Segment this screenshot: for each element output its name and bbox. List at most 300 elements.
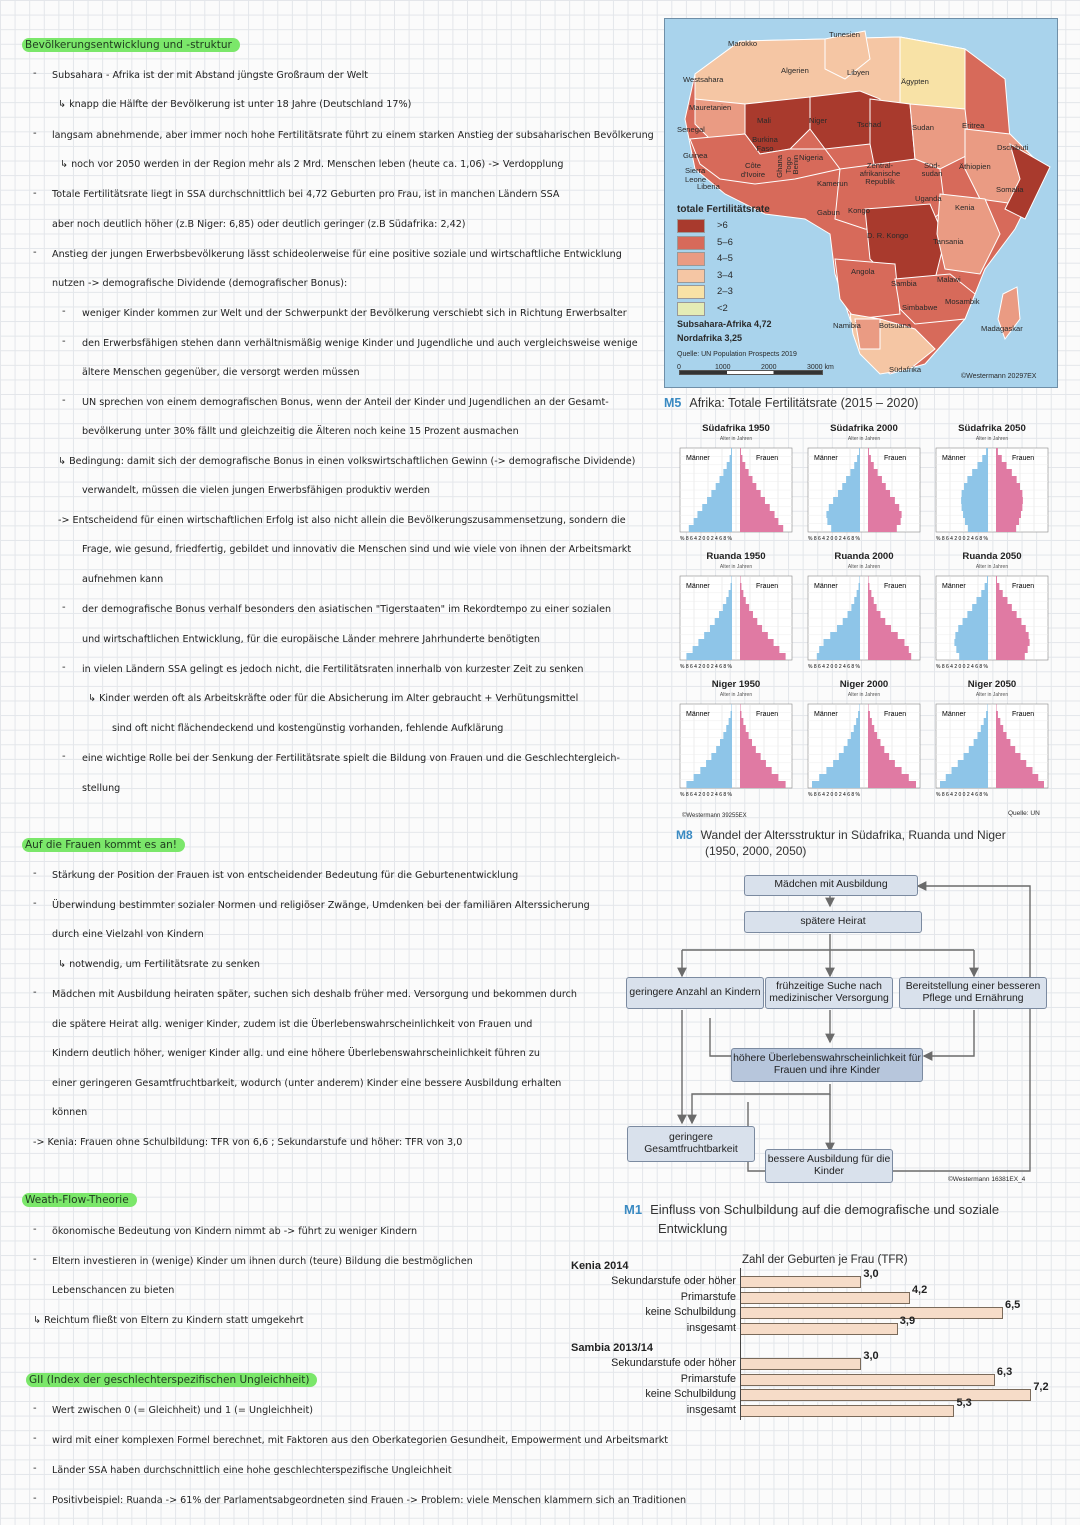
pyramid-bar-male (954, 639, 988, 646)
note-line: ältere Menschen gegenüber, die versorgt werden müssen (82, 367, 360, 378)
map-country-label: Zentral-afrikanische Republik (859, 161, 901, 186)
bar-chart-value-label: 4,2 (911, 1283, 928, 1296)
pyramid-bar-male (830, 632, 860, 639)
pyramid-bar-male (719, 611, 732, 618)
pyramid-bar-male (859, 448, 860, 455)
pyramid-bar-female (740, 774, 778, 781)
pyramid-bar-male (720, 739, 732, 746)
pyramid-bar-female (740, 490, 761, 497)
pyramid-bar-female (996, 455, 1002, 462)
pyramid-bar-female (996, 725, 1003, 732)
pyramid-bar-male (967, 476, 988, 483)
map-country-label: Äthiopien (959, 162, 991, 171)
pyramid-bar-female (740, 753, 761, 760)
pyramid-male-label: Männer (686, 583, 710, 590)
pyramid-male-label: Männer (814, 455, 838, 462)
flow-box-maedchen: Mädchen mit Ausbildung (744, 875, 918, 896)
map-country-label: Liberia (697, 182, 720, 191)
pyramid-bar-female (996, 760, 1026, 767)
pyramid-bar-female (740, 632, 768, 639)
map-country-label: Mosambik (945, 297, 980, 306)
pyramid-bar-male (694, 774, 732, 781)
map-country-label: Tansania (933, 237, 964, 246)
pyramid-age-label: Alter in Jahren (975, 692, 1009, 698)
pyramid-bar-female (996, 781, 1044, 788)
bar-chart-axis (740, 1268, 741, 1420)
note-line: aufnehmen kann (82, 574, 164, 585)
pyramid-title: Ruanda 2000 (834, 551, 894, 562)
pyramid-bar-male (963, 511, 988, 518)
pyramid-bar-female (868, 753, 889, 760)
pyramid-bar-male (962, 504, 988, 511)
pyramid-male-label: Männer (814, 583, 838, 590)
pyramid-bar-female (740, 476, 752, 483)
pyramid-bar-male (964, 483, 988, 490)
pyramid-male-label: Männer (942, 455, 966, 462)
pyramid-female-label: Frauen (884, 711, 907, 718)
map-country-label: Westsahara (683, 75, 724, 84)
pyramid-bar-male (977, 462, 988, 469)
pyramid-copyright: ©Westermann 39255EX (682, 813, 747, 819)
pyramid-axis-label: % 8 6 4 2 0 0 2 4 6 8 % (936, 792, 988, 798)
pyramid-bar-male (819, 774, 860, 781)
pyramid-bar-male (843, 618, 860, 625)
pyramid-caption: M8 Wandel der Altersstruktur in Südafrika, Ruanda und Niger (1950, 2000, 2050) (676, 828, 1006, 858)
pyramid-bar-male (952, 767, 988, 774)
note-line: Totale Fertilitätsrate liegt in SSA durchschnittlich bei 4,72 Geburten pro Frau, ist in manchen Ländern SSA (52, 189, 560, 200)
pyramid-bar-male (833, 497, 860, 504)
pyramid-bar-female (868, 462, 874, 469)
pyramid-bar-female (740, 604, 749, 611)
pyramid-chart (804, 444, 924, 542)
bar-chart-value-label: 3,9 (899, 1314, 916, 1327)
pyramid-bar-female (868, 632, 898, 639)
pyramid-bar-female (996, 711, 998, 718)
pyramid-bar-female (868, 711, 870, 718)
pyramid-bar-female (996, 718, 1000, 725)
bar-chart-title: Zahl der Geburten je Frau (TFR) (742, 1254, 908, 1266)
note-line: bevölkerung unter 30% fällt und gleichzeitig die Älteren noch keine 15 Prozent ausmachen (82, 426, 519, 437)
note-line: aber noch deutlich höher (z.B Niger: 6,85) oder deutlich geringer (z.B Südafrika: 2,42) (52, 219, 466, 230)
legend-label: 3–4 (717, 269, 733, 281)
pyramid-bar-male (689, 525, 732, 532)
note-line: Eltern investieren in (wenige) Kinder um ihnen durch (teure) Bildung die bestmöglichen (52, 1256, 473, 1267)
pyramid-bar-female (996, 497, 1023, 504)
pyramid-bar-male (986, 448, 988, 455)
pyramid-axis-label: % 8 6 4 2 0 0 2 4 6 8 % (680, 792, 732, 798)
map-country-label: Sierra Leone (685, 166, 707, 184)
map-country-label: Ghana (775, 155, 784, 178)
legend-na: Nordafrika 3,25 (677, 333, 743, 343)
legend-label: >6 (717, 220, 728, 231)
pyramid-male-label: Männer (814, 711, 838, 718)
pyramid-title: Südafrika 1950 (702, 423, 770, 434)
bar-chart-bar (740, 1276, 861, 1288)
bar-chart-category-label: keine Schulbildung (645, 1306, 736, 1318)
legend-ssa: Subsahara-Afrika 4,72 (677, 319, 772, 329)
flow-box-med-versorgung: frühzeitige Suche nach medizinischer Versorgung (765, 977, 893, 1009)
pyramid-bar-male (833, 760, 860, 767)
pyramid-female-label: Frauen (756, 455, 779, 462)
map-country-label: Côte d'Ivoire (740, 161, 766, 179)
note-line: ↳ notwendig, um Fertilitätsrate zu senken (58, 959, 260, 970)
bar-chart-bar (740, 1307, 1003, 1319)
bar-chart-group-label: Kenia 2014 (571, 1260, 629, 1272)
pyramid-bar-female (996, 646, 1028, 653)
pyramid-bar-female (996, 767, 1032, 774)
legend-label: 2–3 (717, 286, 733, 297)
pyramid-bar-female (740, 504, 770, 511)
pyramid-bar-male (846, 476, 860, 483)
pyramid-female-label: Frauen (756, 583, 779, 590)
flow-copyright: ©Westermann 16381EX_4 (948, 1176, 1026, 1183)
note-line: ↳ noch vor 2050 werden in der Region mehr als 2 Mrd. Menschen leben (heute ca. 1,06) -> Verdopplung (60, 159, 564, 170)
pyramid-chart (676, 572, 796, 670)
pyramid-bar-male (854, 462, 860, 469)
pyramid-bar-female (996, 448, 998, 455)
note-line: Wert zwischen 0 (= Gleichheit) und 1 (= Ungleichheit) (52, 1405, 313, 1416)
bar-chart-bar (740, 1405, 954, 1417)
note-line: Mädchen mit Ausbildung heiraten später, suchen sich deshalb früher med. Versorgung und bekommen durch (52, 989, 578, 1000)
pyramid-male-label: Männer (686, 455, 710, 462)
pyramid-bar-female (868, 590, 871, 597)
pyramid-bar-male (974, 739, 988, 746)
pyramid-bar-male (984, 718, 988, 725)
note-line: Frage, wie gesund, friedfertig, gebildet und innovativ die Menschen sind und wie viele von ihnen der Arbeitsmarkt (82, 544, 632, 555)
pyramid-bar-female (868, 746, 884, 753)
map-country-label: Botsuana (879, 321, 912, 330)
bar-chart-category-label: Sekundarstufe oder höher (611, 1275, 736, 1287)
pyramid-bar-female (996, 483, 1020, 490)
heading-wealth-flow: Weath-Flow-Theorie (22, 1193, 137, 1207)
pyramid-bar-male (972, 604, 988, 611)
pyramid-bar-female (868, 653, 911, 660)
note-line: ↳ Bedingung: damit sich der demografische Bonus in einen volkswirtschaftlichen Gewinn (-> demografische Dividende) (58, 456, 636, 467)
pyramid-bar-female (868, 583, 869, 590)
pyramid-bar-female (740, 590, 743, 597)
pyramid-bar-male (857, 455, 860, 462)
pyramid-bar-female (740, 711, 741, 718)
pyramid-bar-male (700, 767, 732, 774)
pyramid-age-label: Alter in Jahren (719, 436, 753, 442)
pyramid-female-label: Frauen (756, 711, 779, 718)
bar-chart-category-label: insgesamt (686, 1403, 736, 1416)
pyramid-title: Ruanda 1950 (706, 551, 766, 562)
legend-swatch (677, 219, 705, 233)
pyramid-bar-male (826, 767, 860, 774)
flow-box-pflege: Bereitstellung einer besseren Pflege und Ernährung (899, 977, 1047, 1009)
map-country-label: Gabun (817, 208, 840, 217)
flow-caption: M1 Einfluss von Schulbildung auf die demografische und soziale Entwicklung (624, 1202, 1000, 1236)
pyramid-bar-female (996, 511, 1021, 518)
heading-bevoelkerung: Bevölkerungsentwicklung und -struktur (22, 38, 240, 52)
africa-fertility-map: Marokko Tunesien Westsahara Algerien Libyen Ägypten Mauretanien Mali Niger Tschad Sudan Eritrea Dschibuti Senegal Guinea Burkina Faso Nigeria Sierra Leone Côte d'Ivoire Ghana Togo Benin Liberia Kamerun Zentral-afrikanische Republik Süd-sudan Äthiopien Somalia Uganda Kenia Gabun Kongo D. R. Kongo Tansania Angola Sambia Malawi Simbabwe Mosambik Namibia Botsuana Madagaskar Südafrika totale Fertilitätsrate >6 5–6 4–5 3–4 2–3 <2 Subsahara-Afrika 4,72 Nordafrika 3,25 Quelle: UN Population Prospects 2019 0 1000 2000 3000 km ©Westermann 20297EX (664, 18, 1058, 388)
bar-chart-category-label: keine Schulbildung (645, 1388, 736, 1400)
pyramid-bar-male (859, 583, 860, 590)
map-country-label: Uganda (915, 194, 942, 203)
note-line: Lebenschancen zu bieten (52, 1285, 175, 1296)
bar-chart-value-label: 6,5 (1005, 1299, 1021, 1311)
pyramid-chart (676, 700, 796, 798)
map-copyright: ©Westermann 20297EX (961, 373, 1037, 380)
pyramid-bar-female (868, 760, 895, 767)
legend-swatch (677, 285, 705, 299)
map-country-label: D. R. Kongo (867, 231, 909, 240)
map-country-label: Kamerun (817, 179, 848, 188)
note-line: nutzen -> demografische Dividende (demografischer Bonus): (52, 278, 348, 289)
legend-label: <2 (717, 302, 728, 314)
pyramid-bar-male (955, 632, 988, 639)
pyramid-bar-male (964, 753, 988, 760)
map-country-label: Mauretanien (689, 103, 732, 112)
pyramid-bar-female (740, 725, 746, 732)
map-source: Quelle: UN Population Prospects 2019 (677, 351, 797, 358)
map-country-label: Namibia (833, 321, 861, 330)
note-line: Kindern deutlich höher, weniger Kinder allg. und eine höhere Überlebenswahrscheinlichkeit führen zu (52, 1048, 540, 1059)
pyramid-bar-female (996, 525, 1016, 532)
pyramid-bar-female (996, 639, 1030, 646)
pyramid-bar-male (812, 781, 860, 788)
pyramid-bar-male (723, 604, 732, 611)
pyramid-bar-female (740, 767, 772, 774)
note-line: in vielen Ländern SSA gelingt es jedoch nicht, die Fertilitätsraten innerhalb von kurzester Zeit zu senken (82, 664, 584, 675)
pyramid-bar-female (996, 611, 1017, 618)
pyramid-bar-female (740, 718, 743, 725)
pyramid-age-label: Alter in Jahren (719, 692, 753, 698)
pyramid-chart (804, 572, 924, 670)
pyramid-bar-male (731, 583, 732, 590)
pyramid-title: Südafrika 2000 (830, 423, 898, 434)
pyramid-bar-female (868, 639, 904, 646)
pyramid-bar-male (959, 653, 988, 660)
pyramid-age-label: Alter in Jahren (847, 436, 881, 442)
map-country-label: Sudan (912, 123, 934, 132)
pyramid-bar-male (850, 469, 860, 476)
note-line: verwandelt, müssen die vielen jungen Erwerbsfähigen produktiv werden (82, 485, 430, 496)
pyramid-bar-male (985, 583, 988, 590)
pyramid-bar-female (740, 518, 778, 525)
pyramid-axis-label: % 8 6 4 2 0 0 2 4 6 8 % (680, 664, 732, 670)
pyramid-bar-female (996, 774, 1038, 781)
note-line: die spätere Heirat allg. weniger Kinder, zudem ist die Überlebenswahrscheinlichkeit von Frauen und (52, 1019, 533, 1030)
map-country-label: Süd-sudan (921, 161, 943, 178)
pyramid-male-label: Männer (942, 711, 966, 718)
pyramid-bar-female (996, 618, 1021, 625)
pyramid-bar-male (940, 781, 988, 788)
bar-chart-value-label: 3,0 (863, 1350, 879, 1362)
note-line: Positivbeispiel: Ruanda -> 61% der Parlamentsabgeordneten sind Frauen -> Problem: viele Menschen klammern sich an Traditionen (52, 1495, 687, 1506)
bar-chart-value-label: 5,3 (956, 1396, 972, 1409)
pyramid-chart (932, 572, 1052, 670)
pyramid-bar-male (842, 483, 860, 490)
bar-chart-bar (740, 1389, 1031, 1401)
pyramid-bar-male (710, 625, 732, 632)
pyramid-bar-female (996, 739, 1010, 746)
pyramid-age-label: Alter in Jahren (975, 564, 1009, 570)
pyramid-bar-male (858, 711, 860, 718)
note-line: Subsahara - Afrika ist der mit Abstand jüngste Großraum der Welt (52, 70, 369, 81)
flow-box-bessere-ausbildung: bessere Ausbildung für die Kinder (765, 1149, 893, 1183)
pyramid-bar-female (868, 625, 891, 632)
pyramid-bar-female (868, 725, 874, 732)
map-country-label: Kongo (848, 206, 870, 215)
pyramid-title: Niger 1950 (711, 679, 761, 690)
pyramid-bar-female (868, 767, 902, 774)
note-line: den Erwerbsfähigen stehen dann verhältnismäßig wenige Kinder und Jugendliche und auch vergleichsweise wenige (82, 338, 638, 349)
pyramid-bar-male (946, 774, 988, 781)
pyramid-bar-male (723, 732, 732, 739)
pyramid-bar-male (817, 653, 860, 660)
pyramid-bar-male (965, 518, 988, 525)
pyramid-bar-male (848, 611, 860, 618)
map-country-label: Benin (791, 155, 800, 175)
pyramid-bar-male (716, 746, 732, 753)
legend-swatch (677, 269, 705, 283)
pyramid-bar-male (969, 746, 988, 753)
pyramid-bar-male (711, 753, 732, 760)
note-line: langsam abnehmende, aber immer noch hohe Fertilitätsrate führt zu einem starken Anstieg der subsaharischen Bevölkerung (52, 130, 654, 141)
heading-frauen: Auf die Frauen kommt es an! (22, 838, 185, 852)
pyramid-bar-male (829, 504, 860, 511)
pyramid-bar-female (996, 653, 1025, 660)
bar-chart-bar (740, 1374, 995, 1386)
pyramid-axis-label: % 8 6 4 2 0 0 2 4 6 8 % (808, 536, 860, 542)
legend-label: 4–5 (717, 253, 733, 264)
pyramid-chart (932, 700, 1052, 798)
pyramid-age-label: Alter in Jahren (847, 564, 881, 570)
bar-chart-category-label: Primarstufe (680, 1290, 736, 1303)
pyramid-bar-male (854, 597, 860, 604)
note-line: einer geringeren Gesamtfruchtbarkeit, wodurch (unter anderem) Kinder eine bessere Ausbildung erhalten (52, 1078, 562, 1089)
pyramid-bar-female (740, 760, 766, 767)
pyramid-title: Niger 2050 (967, 679, 1017, 690)
pyramid-bar-male (702, 504, 732, 511)
map-country-label: Nigeria (799, 153, 824, 162)
map-caption: M5 Afrika: Totale Fertilitätsrate (2015 – 2020) (664, 396, 919, 410)
note-line: wird mit einer komplexen Formel berechnet, mit Faktoren aus den Oberkategorien Gesundheit, Empowerment und Arbeitsmarkt (52, 1435, 669, 1446)
pyramid-bar-male (729, 590, 732, 597)
pyramid-bar-male (963, 618, 988, 625)
note-line: Länder SSA haben durchschnittlich eine hohe geschlechterspezifische Ungleichheit (52, 1465, 452, 1476)
pyramid-bar-female (996, 746, 1015, 753)
pyramid-bar-male (827, 518, 860, 525)
heading-gii: GII (Index der geschlechterspezifischen Ungleichheit) (26, 1373, 317, 1387)
pyramid-bar-female (996, 576, 997, 583)
pyramid-bar-male (824, 639, 860, 646)
pyramid-bar-male (958, 760, 988, 767)
map-country-label: Malawi (937, 275, 961, 284)
pyramid-bar-female (740, 618, 757, 625)
note-line: ↳ knapp die Hälfte der Bevölkerung ist unter 18 Jahre (Deutschland 17%) (58, 99, 412, 110)
flow-box-anzahl-kinder: geringere Anzahl an Kindern (626, 977, 764, 1009)
note-line: eine wichtige Rolle bei der Senkung der Fertilitätsrate spielt die Bildung von Frauen und die Geschlechtergleich- (82, 753, 620, 764)
pyramid-bar-male (686, 653, 732, 660)
bar-chart-value-label: 6,3 (996, 1365, 1013, 1378)
pyramid-bar-female (868, 448, 869, 455)
pyramid-bar-male (707, 497, 732, 504)
pyramid-bar-male (851, 732, 860, 739)
pyramid-bar-female (996, 504, 1022, 511)
pyramid-bar-female (868, 504, 899, 511)
pyramid-bar-male (962, 490, 988, 497)
pyramid-bar-male (698, 639, 732, 646)
pyramid-bar-female (740, 497, 765, 504)
map-country-label: Niger (809, 116, 828, 125)
bar-chart-value-label: 3,0 (863, 1268, 879, 1280)
pyramid-chart (804, 700, 924, 798)
pyramid-bar-male (686, 781, 732, 788)
pyramid-bar-male (715, 618, 732, 625)
note-line: durch eine Vielzahl von Kindern (52, 929, 204, 940)
pyramid-bar-male (704, 632, 732, 639)
bar-chart-bar (740, 1358, 861, 1370)
map-country-label: Guinea (683, 151, 708, 160)
pyramid-bar-female (996, 597, 1008, 604)
pyramid-source: Quelle: UN (1008, 810, 1040, 817)
pyramid-axis-label: % 8 6 4 2 0 0 2 4 6 8 % (936, 536, 988, 542)
map-country-label: Marokko (728, 39, 758, 48)
map-country-label: Somalia (996, 185, 1024, 194)
pyramid-bar-female (996, 753, 1020, 760)
pyramid-bar-female (868, 469, 878, 476)
flow-box-heirat: spätere Heirat (744, 911, 922, 933)
pyramid-bar-female (740, 525, 783, 532)
pyramid-bar-female (740, 625, 762, 632)
pyramid-bar-female (996, 590, 1003, 597)
pyramid-bar-male (694, 518, 732, 525)
pyramid-bar-male (986, 711, 988, 718)
pyramid-female-label: Frauen (884, 583, 907, 590)
pyramid-bar-male (961, 497, 988, 504)
note-line: weniger Kinder kommen zur Welt und der Schwerpunkt der Bevölkerung verschiebt sich in Richtung Erwerbsalter (82, 308, 627, 319)
pyramid-bar-female (740, 746, 756, 753)
pyramid-female-label: Frauen (1012, 711, 1035, 718)
pyramid-male-label: Männer (942, 583, 966, 590)
pyramid-bar-male (854, 725, 860, 732)
map-country-label: Sambia (891, 279, 917, 288)
bar-chart-group-label: Sambia 2013/14 (571, 1342, 653, 1354)
pyramid-bar-male (837, 625, 860, 632)
note-line: ↳ Kinder werden oft als Arbeitskräfte oder für die Absicherung im Alter gebraucht + Verhütungsmittel (88, 693, 579, 704)
legend-swatch (677, 236, 705, 250)
map-country-label: Togo (784, 157, 793, 174)
pyramid-bar-female (740, 611, 753, 618)
pyramid-bar-female (868, 774, 909, 781)
pyramid-axis-label: % 8 6 4 2 0 0 2 4 6 8 % (808, 664, 860, 670)
bar-chart-category-label: Primarstufe (680, 1372, 736, 1385)
note-line: Überwindung bestimmter sozialer Normen und religiöser Zwänge, Umdenken bei der familiären Alterssicherung (52, 900, 590, 911)
pyramid-bar-female (740, 646, 779, 653)
flow-box-gesamtfruchtbarkeit: geringere Gesamtfruchtbarkeit (627, 1126, 755, 1162)
pyramid-bar-female (868, 497, 895, 504)
pyramid-bar-male (819, 646, 860, 653)
pyramid-bar-male (831, 525, 860, 532)
pyramid-bar-male (972, 469, 988, 476)
map-country-label: Ägypten (901, 77, 929, 86)
pyramid-bar-female (740, 732, 749, 739)
map-country-label: Burkina Faso (752, 135, 778, 153)
pyramid-bar-male (693, 646, 732, 653)
map-country-label: Madagaskar (981, 324, 1023, 333)
pyramid-bar-male (958, 625, 988, 632)
pyramid-bar-female (868, 732, 877, 739)
pyramid-bar-male (730, 455, 732, 462)
pyramid-bar-male (731, 711, 732, 718)
map-country-label: Eritrea (962, 121, 985, 130)
pyramid-bar-female (996, 632, 1029, 639)
bar-chart-category-label: Sekundarstufe oder höher (611, 1357, 736, 1369)
pyramid-bar-male (729, 718, 732, 725)
